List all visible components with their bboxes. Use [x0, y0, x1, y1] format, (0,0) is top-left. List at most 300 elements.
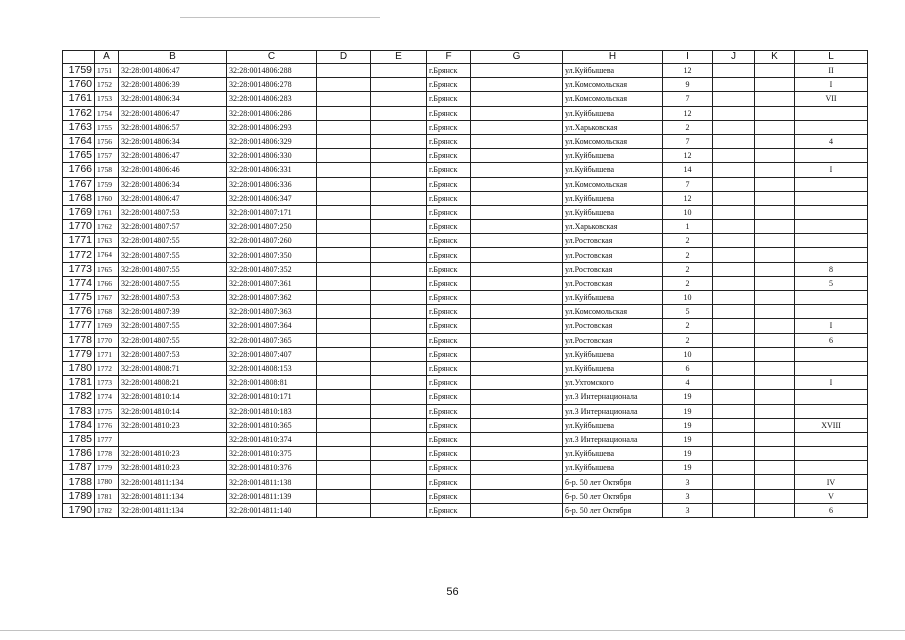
cell-a: 1760	[95, 191, 119, 205]
cell-g	[471, 78, 563, 92]
cell-k	[755, 234, 795, 248]
row-number: 1764	[63, 134, 95, 148]
table-row	[63, 248, 868, 262]
cell-d	[317, 149, 371, 163]
cell-g	[471, 361, 563, 375]
cell-c: 32:28:0014811:138	[227, 475, 317, 489]
cell-k	[755, 248, 795, 262]
cell-c: 32:28:0014806:330	[227, 149, 317, 163]
cell-b: 32:28:0014810:14	[119, 390, 227, 404]
cell-c: 32:28:0014806:336	[227, 177, 317, 191]
cell-h: ул.Комсомольская	[563, 92, 663, 106]
column-header-f: F	[427, 51, 471, 64]
row-number: 1781	[63, 376, 95, 390]
row-number: 1762	[63, 106, 95, 120]
cell-j	[713, 376, 755, 390]
cell-k	[755, 347, 795, 361]
table-row	[63, 205, 868, 219]
row-number: 1768	[63, 191, 95, 205]
column-header-g: G	[471, 51, 563, 64]
cell-d	[317, 333, 371, 347]
cell-c: 32:28:0014807:352	[227, 262, 317, 276]
cell-h: ул.Куйбышева	[563, 106, 663, 120]
cell-j	[713, 432, 755, 446]
cell-h: ул.Куйбышева	[563, 205, 663, 219]
cell-l	[795, 432, 868, 446]
cell-j	[713, 418, 755, 432]
cell-i: 19	[663, 461, 713, 475]
table-row	[63, 78, 868, 92]
cell-f: г.Брянск	[427, 291, 471, 305]
cell-a: 1765	[95, 262, 119, 276]
cell-f: г.Брянск	[427, 149, 471, 163]
cell-e	[371, 149, 427, 163]
table-row	[63, 376, 868, 390]
row-number: 1761	[63, 92, 95, 106]
cell-d	[317, 418, 371, 432]
cell-g	[471, 92, 563, 106]
cell-f: г.Брянск	[427, 64, 471, 78]
row-number: 1771	[63, 234, 95, 248]
cell-e	[371, 461, 427, 475]
cell-j	[713, 503, 755, 517]
cell-h: б-р. 50 лет Октября	[563, 489, 663, 503]
page-number: 56	[446, 586, 459, 598]
cell-k	[755, 149, 795, 163]
cell-g	[471, 163, 563, 177]
cell-b: 32:28:0014806:47	[119, 106, 227, 120]
row-number: 1783	[63, 404, 95, 418]
cell-a: 1774	[95, 390, 119, 404]
cell-e	[371, 432, 427, 446]
cell-b: 32:28:0014807:55	[119, 319, 227, 333]
cell-e	[371, 475, 427, 489]
cell-g	[471, 291, 563, 305]
cell-e	[371, 92, 427, 106]
cell-i: 19	[663, 418, 713, 432]
table-row	[63, 418, 868, 432]
cell-g	[471, 220, 563, 234]
cell-c: 32:28:0014806:331	[227, 163, 317, 177]
cell-d	[317, 503, 371, 517]
cell-h: ул.Ростовская	[563, 333, 663, 347]
cell-f: г.Брянск	[427, 418, 471, 432]
cell-l	[795, 120, 868, 134]
row-number: 1774	[63, 276, 95, 290]
table-row	[63, 120, 868, 134]
cell-k	[755, 276, 795, 290]
cell-c: 32:28:0014810:374	[227, 432, 317, 446]
cell-i: 14	[663, 163, 713, 177]
cell-h: ул.Куйбышева	[563, 461, 663, 475]
cell-b: 32:28:0014807:57	[119, 220, 227, 234]
cell-j	[713, 177, 755, 191]
table-row	[63, 347, 868, 361]
cell-f: г.Брянск	[427, 78, 471, 92]
cell-e	[371, 191, 427, 205]
cell-i: 2	[663, 276, 713, 290]
column-header-h: H	[563, 51, 663, 64]
cell-e	[371, 390, 427, 404]
cell-a: 1751	[95, 64, 119, 78]
cell-d	[317, 205, 371, 219]
table-row	[63, 291, 868, 305]
cell-a: 1764	[95, 248, 119, 262]
cell-b: 32:28:0014807:53	[119, 205, 227, 219]
cell-l: I	[795, 319, 868, 333]
cell-k	[755, 305, 795, 319]
cell-b: 32:28:0014807:55	[119, 276, 227, 290]
cell-k	[755, 432, 795, 446]
cell-d	[317, 319, 371, 333]
row-number: 1784	[63, 418, 95, 432]
cell-c: 32:28:0014807:350	[227, 248, 317, 262]
cell-e	[371, 376, 427, 390]
cell-g	[471, 447, 563, 461]
cell-b: 32:28:0014806:47	[119, 64, 227, 78]
cell-l	[795, 447, 868, 461]
cell-c: 32:28:0014810:375	[227, 447, 317, 461]
cell-f: г.Брянск	[427, 376, 471, 390]
cell-b: 32:28:0014808:71	[119, 361, 227, 375]
cell-f: г.Брянск	[427, 347, 471, 361]
cell-j	[713, 319, 755, 333]
cell-j	[713, 64, 755, 78]
cell-k	[755, 163, 795, 177]
cell-d	[317, 432, 371, 446]
cell-h: ул.Куйбышева	[563, 191, 663, 205]
cell-j	[713, 361, 755, 375]
row-number: 1787	[63, 461, 95, 475]
cell-c: 32:28:0014811:140	[227, 503, 317, 517]
cell-b: 32:28:0014806:34	[119, 134, 227, 148]
cell-d	[317, 291, 371, 305]
cell-e	[371, 305, 427, 319]
table-row	[63, 64, 868, 78]
cell-l: 5	[795, 276, 868, 290]
cell-a: 1752	[95, 78, 119, 92]
cell-b: 32:28:0014811:134	[119, 475, 227, 489]
row-number: 1782	[63, 390, 95, 404]
cell-j	[713, 149, 755, 163]
cell-i: 2	[663, 319, 713, 333]
cell-g	[471, 134, 563, 148]
row-number: 1769	[63, 205, 95, 219]
cell-g	[471, 106, 563, 120]
cell-c: 32:28:0014810:365	[227, 418, 317, 432]
cell-d	[317, 134, 371, 148]
cell-l	[795, 191, 868, 205]
table-body	[63, 64, 868, 518]
cell-h: ул.Комсомольская	[563, 177, 663, 191]
cell-g	[471, 177, 563, 191]
cell-j	[713, 390, 755, 404]
cell-b: 32:28:0014811:134	[119, 503, 227, 517]
cell-d	[317, 276, 371, 290]
cell-f: г.Брянск	[427, 177, 471, 191]
cell-c: 32:28:0014807:361	[227, 276, 317, 290]
cell-c: 32:28:0014810:171	[227, 390, 317, 404]
cell-e	[371, 361, 427, 375]
cell-d	[317, 489, 371, 503]
cell-h: ул.Комсомольская	[563, 78, 663, 92]
cell-h: б-р. 50 лет Октября	[563, 503, 663, 517]
cell-d	[317, 390, 371, 404]
cell-h: б-р. 50 лет Октября	[563, 475, 663, 489]
cell-a: 1772	[95, 361, 119, 375]
cell-f: г.Брянск	[427, 234, 471, 248]
cell-i: 2	[663, 234, 713, 248]
column-header-k: K	[755, 51, 795, 64]
cell-c: 32:28:0014808:81	[227, 376, 317, 390]
cell-e	[371, 291, 427, 305]
cell-k	[755, 262, 795, 276]
cell-h: ул.Комсомольская	[563, 305, 663, 319]
column-header-a: A	[95, 51, 119, 64]
spreadsheet-table	[62, 50, 868, 518]
cell-f: г.Брянск	[427, 319, 471, 333]
cell-a: 1780	[95, 475, 119, 489]
cell-a: 1767	[95, 291, 119, 305]
cell-g	[471, 248, 563, 262]
cell-e	[371, 262, 427, 276]
cell-k	[755, 404, 795, 418]
cell-b: 32:28:0014807:55	[119, 248, 227, 262]
cell-c: 32:28:0014806:286	[227, 106, 317, 120]
cell-b: 32:28:0014810:23	[119, 461, 227, 475]
cell-e	[371, 220, 427, 234]
table-row	[63, 276, 868, 290]
cell-l: 6	[795, 333, 868, 347]
cell-i: 10	[663, 291, 713, 305]
cell-l: V	[795, 489, 868, 503]
cell-c: 32:28:0014807:362	[227, 291, 317, 305]
cell-i: 4	[663, 376, 713, 390]
cell-k	[755, 177, 795, 191]
table-row	[63, 447, 868, 461]
row-number: 1766	[63, 163, 95, 177]
cell-i: 5	[663, 305, 713, 319]
table-row	[63, 333, 868, 347]
table-row	[63, 262, 868, 276]
cell-k	[755, 447, 795, 461]
row-number: 1772	[63, 248, 95, 262]
cell-e	[371, 78, 427, 92]
cell-c: 32:28:0014807:365	[227, 333, 317, 347]
cell-k	[755, 191, 795, 205]
cell-f: г.Брянск	[427, 220, 471, 234]
cell-h: ул.Куйбышева	[563, 64, 663, 78]
scan-line-top	[180, 17, 380, 18]
cell-h: ул.Харьковская	[563, 220, 663, 234]
cell-g	[471, 234, 563, 248]
cell-f: г.Брянск	[427, 134, 471, 148]
table-row	[63, 305, 868, 319]
cell-i: 2	[663, 333, 713, 347]
cell-b: 32:28:0014807:55	[119, 234, 227, 248]
cell-l: I	[795, 376, 868, 390]
cell-a: 1782	[95, 503, 119, 517]
cell-g	[471, 319, 563, 333]
cell-j	[713, 262, 755, 276]
cell-b	[119, 432, 227, 446]
cell-l: 4	[795, 134, 868, 148]
table-row	[63, 432, 868, 446]
cell-l	[795, 390, 868, 404]
cell-h: ул.Куйбышева	[563, 291, 663, 305]
cell-i: 7	[663, 92, 713, 106]
cell-i: 19	[663, 404, 713, 418]
cell-d	[317, 447, 371, 461]
cell-b: 32:28:0014807:53	[119, 347, 227, 361]
cell-l	[795, 291, 868, 305]
table-row	[63, 149, 868, 163]
cell-h: ул.Харьковская	[563, 120, 663, 134]
cell-h: ул.Ростовская	[563, 319, 663, 333]
cell-k	[755, 319, 795, 333]
cell-b: 32:28:0014807:55	[119, 333, 227, 347]
cell-f: г.Брянск	[427, 276, 471, 290]
cell-j	[713, 489, 755, 503]
cell-f: г.Брянск	[427, 305, 471, 319]
cell-h: ул.Куйбышева	[563, 149, 663, 163]
column-header-c: C	[227, 51, 317, 64]
table-row	[63, 191, 868, 205]
cell-d	[317, 475, 371, 489]
cell-g	[471, 305, 563, 319]
cell-d	[317, 376, 371, 390]
cell-e	[371, 120, 427, 134]
column-header-e: E	[371, 51, 427, 64]
cell-b: 32:28:0014806:47	[119, 149, 227, 163]
cell-b: 32:28:0014806:39	[119, 78, 227, 92]
cell-l: IV	[795, 475, 868, 489]
cell-a: 1775	[95, 404, 119, 418]
cell-f: г.Брянск	[427, 248, 471, 262]
cell-g	[471, 390, 563, 404]
row-number: 1770	[63, 220, 95, 234]
cell-e	[371, 248, 427, 262]
cell-i: 3	[663, 475, 713, 489]
cell-a: 1761	[95, 205, 119, 219]
cell-k	[755, 333, 795, 347]
row-number: 1779	[63, 347, 95, 361]
cell-k	[755, 106, 795, 120]
row-number: 1759	[63, 64, 95, 78]
cell-a: 1755	[95, 120, 119, 134]
cell-b: 32:28:0014806:34	[119, 177, 227, 191]
cell-l: I	[795, 78, 868, 92]
cell-j	[713, 276, 755, 290]
cell-g	[471, 64, 563, 78]
cell-c: 32:28:0014807:250	[227, 220, 317, 234]
cell-c: 32:28:0014808:153	[227, 361, 317, 375]
table-row	[63, 134, 868, 148]
cell-e	[371, 205, 427, 219]
cell-j	[713, 461, 755, 475]
column-header-i: I	[663, 51, 713, 64]
cell-d	[317, 191, 371, 205]
cell-i: 10	[663, 347, 713, 361]
cell-f: г.Брянск	[427, 404, 471, 418]
cell-l	[795, 248, 868, 262]
column-header-d: D	[317, 51, 371, 64]
cell-a: 1771	[95, 347, 119, 361]
cell-j	[713, 163, 755, 177]
table-row	[63, 163, 868, 177]
cell-j	[713, 220, 755, 234]
cell-c: 32:28:0014806:288	[227, 64, 317, 78]
cell-l	[795, 347, 868, 361]
cell-i: 12	[663, 149, 713, 163]
cell-d	[317, 305, 371, 319]
cell-f: г.Брянск	[427, 92, 471, 106]
cell-k	[755, 461, 795, 475]
cell-f: г.Брянск	[427, 163, 471, 177]
cell-i: 12	[663, 106, 713, 120]
cell-d	[317, 361, 371, 375]
cell-e	[371, 64, 427, 78]
row-number: 1789	[63, 489, 95, 503]
cell-c: 32:28:0014806:293	[227, 120, 317, 134]
cell-f: г.Брянск	[427, 106, 471, 120]
cell-i: 19	[663, 390, 713, 404]
cell-g	[471, 149, 563, 163]
cell-g	[471, 432, 563, 446]
cell-j	[713, 305, 755, 319]
cell-h: ул.Куйбышева	[563, 347, 663, 361]
cell-l: I	[795, 163, 868, 177]
cell-k	[755, 92, 795, 106]
cell-i: 1	[663, 220, 713, 234]
cell-f: г.Брянск	[427, 461, 471, 475]
cell-d	[317, 262, 371, 276]
cell-g	[471, 262, 563, 276]
cell-e	[371, 106, 427, 120]
cell-a: 1758	[95, 163, 119, 177]
row-number: 1788	[63, 475, 95, 489]
table-row	[63, 475, 868, 489]
cell-d	[317, 177, 371, 191]
table-row	[63, 489, 868, 503]
cell-b: 32:28:0014806:34	[119, 92, 227, 106]
cell-c: 32:28:0014807:364	[227, 319, 317, 333]
row-number: 1773	[63, 262, 95, 276]
cell-f: г.Брянск	[427, 205, 471, 219]
cell-a: 1756	[95, 134, 119, 148]
cell-e	[371, 177, 427, 191]
cell-j	[713, 447, 755, 461]
cell-l: VII	[795, 92, 868, 106]
row-number: 1790	[63, 503, 95, 517]
cell-g	[471, 191, 563, 205]
cell-i: 2	[663, 120, 713, 134]
cell-i: 2	[663, 262, 713, 276]
cell-l	[795, 177, 868, 191]
cell-g	[471, 461, 563, 475]
cell-l	[795, 461, 868, 475]
table-row	[63, 319, 868, 333]
cell-l: 8	[795, 262, 868, 276]
cell-d	[317, 404, 371, 418]
cell-l	[795, 234, 868, 248]
column-header-l: L	[795, 51, 868, 64]
cell-j	[713, 475, 755, 489]
cell-g	[471, 404, 563, 418]
cell-c: 32:28:0014806:283	[227, 92, 317, 106]
column-header-row	[63, 51, 868, 64]
cell-j	[713, 404, 755, 418]
